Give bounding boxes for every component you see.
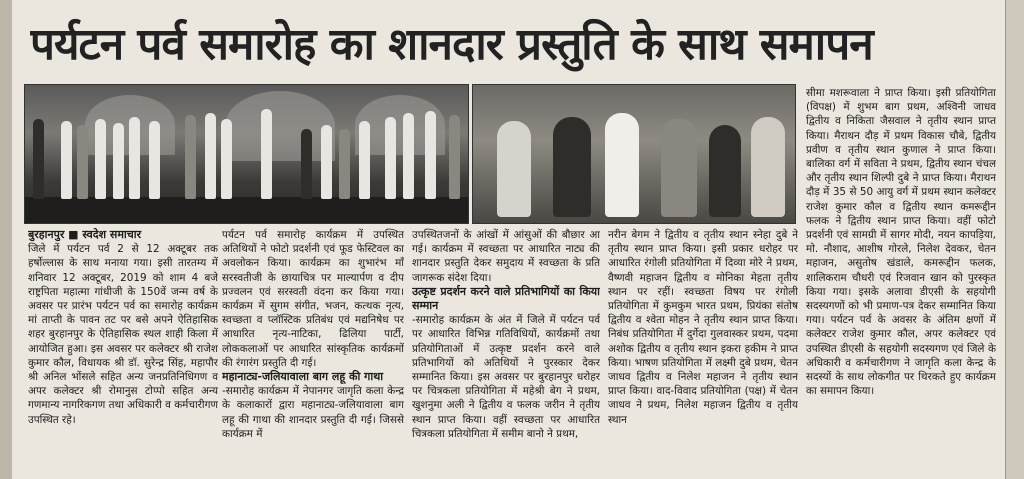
body-text: -समारोह कार्यक्रम में नेपानगर जागृति कला केन्द्र के कलाकारों द्वारा महानाट्य-जलियावाला बाग लहू की गाथा की शानदार प्रस्तुति दी गई। जिससे कार्यक्रम में	[222, 385, 404, 440]
subheading: उत्कृष्ट प्रदर्शन करने वाले प्रतिभागियों का किया सम्मान	[412, 284, 600, 313]
article-column-1	[28, 228, 218, 468]
article-column-3	[412, 228, 600, 468]
performer	[301, 129, 312, 199]
stage-floor	[25, 197, 468, 223]
performer	[61, 121, 72, 199]
performer	[221, 119, 232, 199]
performer	[385, 117, 396, 199]
article-column-4	[608, 228, 798, 468]
adjacent-page-edge	[1005, 0, 1024, 479]
performer	[321, 125, 332, 199]
page-left-edge	[0, 0, 12, 479]
dancer	[497, 121, 531, 217]
performer	[113, 123, 124, 199]
performer	[95, 119, 106, 199]
article-column-2	[222, 228, 404, 468]
body-text: पर्यटन पर्व समारोह कार्यक्रम में उपस्थित अतिथियों ने फोटो प्रदर्शनी एवं फूड फेस्टिवल का अवलोकन किया। कार्यक्रम का शुभारंभ मॉं सरस्वतीजी के छायाचित्र पर माल्यार्पण व दीप प्रज्वलन एवं सरस्वती वंदना कर किया गया। कार्यक्रम में सुगम संगीत, भजन, कत्थक नृत्य, स्वच्छता व प्लॉस्टिक प्रतिबंध एवं मद्यनिषेध पर आधारित नृत्य-नाटिका, ढिलिया पार्टी, लोककलाओं पर आधारित सांस्कृतिक कार्यक्रमों की रंगारंग प्रस्तुति दी गई।	[222, 229, 404, 369]
dancer	[661, 119, 697, 217]
dateline: बुरहानपुर ■ स्वदेश समाचार	[28, 228, 142, 241]
performer	[185, 115, 196, 199]
performer	[359, 121, 370, 199]
fort-arch	[225, 91, 335, 161]
body-text: नरीन बेगम ने द्वितीय व तृतीय स्थान स्नेहा दुबे ने तृतीय स्थान प्राप्त किया। इसी प्रकार धरोहर पर आधारित रंगोली प्रतियोगिता में दिव्या मोरे ने प्रथम, वैष्णवी महाजन द्वितीय व मोनिका मेहता तृतीय स्थान पर रहीं। स्वच्छता विषय पर रंगोली प्रतियोगिता में कुमकुम भारत प्रथम, प्रियंका संतोष द्वितीय व श्वेता मोहन ने तृतीय स्थान प्राप्त किया। निबंध प्रतियोगिता में दुर्गेदा गुलवास्कर प्रथम, पदमा अशोक द्वितीय व तृतीय स्थान इकरा हकीम ने प्राप्त किया। भाषण प्रतियोगिता में लक्ष्मी दुबे प्रथम, चेतन जाधव द्वितीय व निलेश महाजन ने तृतीय स्थान प्राप्त किया। वाद-विवाद प्रतियोगिता (पक्ष) में चेतन जाधव ने प्रथम, निलेश महाजन द्वितीय व तृतीय स्थान	[608, 229, 798, 426]
performer	[261, 109, 272, 199]
subheading: महानाट्य-जलियावाला बाग लहू की गाथा	[222, 370, 384, 384]
article-column-5	[806, 86, 996, 470]
body-text: उपस्थितजनों के आंखों में आंसुओं की बौछार आ गई। कार्यक्रम में स्वच्छता पर आधारित नाट्य की शानदार प्रस्तुति देकर समुदाय में स्वच्छता के प्रति जागरूक संदेश दिया।	[412, 229, 600, 284]
body-text: जिले में पर्यटन पर्व 2 से 12 अक्टूबर तक हर्षोल्लास के साथ मनाया गया। इसी तारतम्य में शनिवार 12 अक्टूबर, 2019 को शाम 4 बजे राष्ट्रपिता महात्मा गांधीजी के 150वें जन्म वर्ष के अवसर पर प्रारंभ पर्यटन पर्व का समारोह कार्यक्रम मां ताप्ती के पावन तट पर बसे अपने ऐतिहासिक शहर बुरहानपुर के ऐतिहासिक स्थल शाही किला में आयोजित हुआ। इस अवसर पर कलेक्टर श्री राजेश कुमार कौल, विधायक श्री डॉ. सुरेन्द्र सिंह, महापौर श्री अनिल भोंसले सहित अन्य जनप्रतिनिधिगण व अपर कलेक्टर श्री रोमानुस टोप्पो सहित अन्य गणमान्य नागरिकगण तथा अधिकारी व कर्मचारीगण उपस्थित रहे।	[28, 243, 218, 426]
performer	[425, 111, 436, 199]
dancer	[553, 117, 591, 217]
dancer	[751, 117, 785, 217]
performer	[449, 115, 460, 199]
performer	[33, 119, 44, 199]
performer	[205, 113, 216, 199]
dancer	[709, 125, 741, 217]
dancers-crowd-photo	[472, 84, 796, 224]
stage-performance-photo	[24, 84, 469, 224]
body-text: -समारोह कार्यक्रम के अंत में जिले में पर्यटन पर्व पर आधारित विभिन्न गतिविधियों, कार्यक्रमों तथा प्रतियोगिताओं में उत्कृष्ट प्रदर्शन करने वाले प्रतिभागियों को अतिथियों ने पुरस्कार देकर सम्मानित किया। इस अवसर पर बुरहानपुर धरोहर पर चित्रकला प्रतियोगिता में महेश्री बेग ने प्रथम, खुशनुमा अली ने द्वितीय व फलक जरीन ने तृतीय स्थान प्राप्त किया। वहीं स्वच्छता पर आधारित चित्रकला प्रतियोगिता में समीम बानो ने प्रथम,	[412, 314, 600, 440]
performer	[403, 113, 414, 199]
performer	[129, 117, 140, 199]
body-text: सीमा मशरूवाला ने प्राप्त किया। इसी प्रतियोगिता (विपक्ष) में शुभम बाग प्रथम, अश्विनी जाधव द्वितीय व निकिता जैसवाल ने तृतीय स्थान प्राप्त किया। मैराथन दौड़ में प्रथम विकास चौबे, द्वितीय प्रवीण व तृतीय स्थान कुणाल ने प्राप्त किया। बालिका वर्ग में सविता ने प्रथम, द्वितीय स्थान चंचल और तृतीय स्थान शिल्पी दुबे ने प्राप्त किया। मैराथन दौड़ में 35 से 50 आयु वर्ग में प्रथम स्थान कलेक्टर राजेश कुमार कौल व द्वितीय स्थान कमरूद्दीन फलक ने द्वितीय स्थान प्राप्त किया। वहीं फोटो प्रदर्शनी एवं सामग्री में सागर मोदी, नयन कापड़िया, मो. नौशाद, आशीष गोरले, निलेश देवकर, चेतन महाजन, असुतोष खंडाले, कमरूद्दीन फलक, शालिकराम चौधरी एवं रिजवान खान को पुरस्कृत किया गया। इसके अलावा डीएसी के सहयोगी सदस्यगणों को भी प्रमाण-पत्र देकर सम्मानित किया गया। पर्यटन पर्व के अवसर के अंतिम क्षणों में कलेक्टर राजेश कुमार कौल, अपर कलेक्टर एवं उपस्थित डीएसी के सहयोगी सदस्यगण एवं जिले के अधिकारी व कर्मचारीगण ने जागृति कला केन्द्र के सदस्यों के साथ लोकगीत पर थिरकते हुए कार्यक्रम का समापन किया।	[806, 87, 996, 398]
dancer	[605, 113, 639, 217]
performer	[149, 121, 160, 199]
performer	[77, 125, 88, 199]
headline: पर्यटन पर्व समारोह का शानदार प्रस्तुति के साथ समापन	[30, 19, 873, 70]
performer	[339, 129, 350, 199]
